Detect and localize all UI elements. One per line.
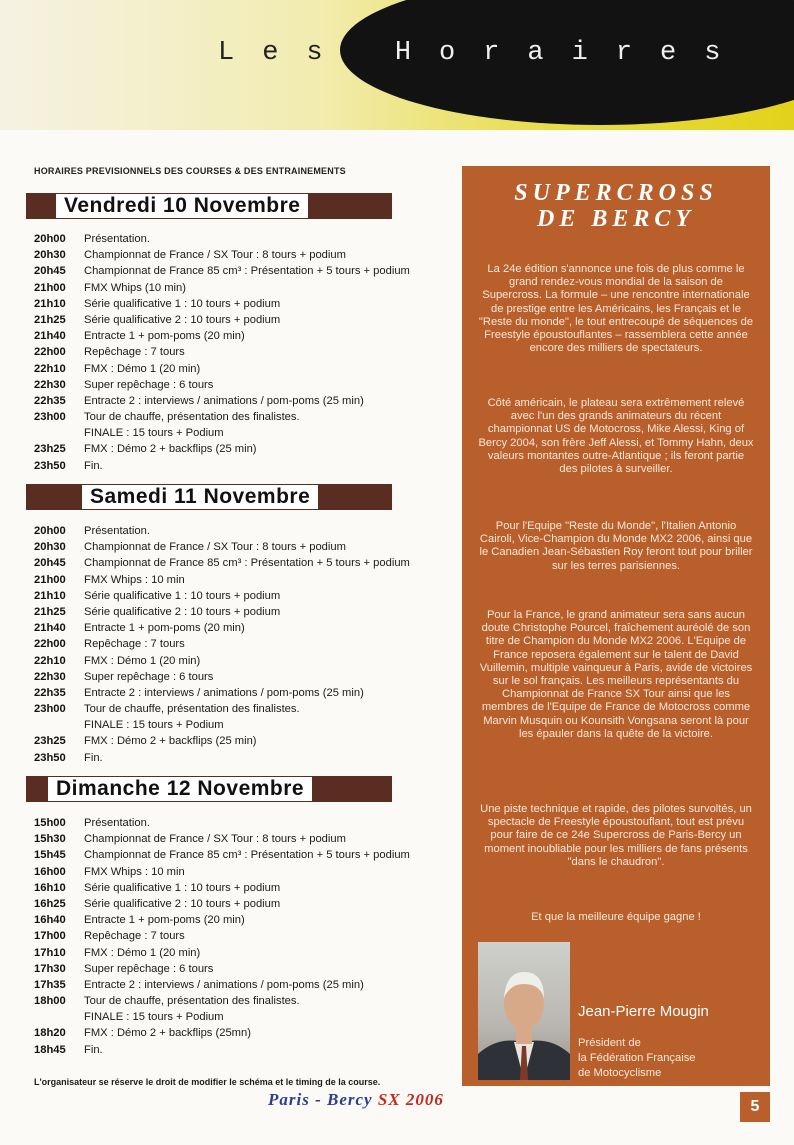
schedule-event: Championnat de France / SX Tour : 8 tours + podium (84, 249, 346, 262)
schedule-event: Entracte 2 : interviews / animations / pom-poms (25 min) (84, 686, 364, 699)
schedule-time: 17h00 (34, 930, 66, 943)
schedule-row (34, 864, 444, 880)
schedule-event: Repêchage : 7 tours (84, 346, 185, 359)
schedule-event: Série qualificative 2 : 10 tours + podium (84, 605, 281, 618)
schedule-time: 20h45 (34, 557, 66, 570)
schedule-time: 21h25 (34, 605, 66, 618)
schedule-time: 20h45 (34, 265, 66, 278)
schedule-time: 15h45 (34, 849, 66, 862)
schedule-row (34, 539, 444, 555)
schedule-subtitle: HORAIRES PREVISIONNELS DES COURSES & DES ENTRAINEMENTS (34, 166, 346, 176)
schedule-event: Championnat de France 85 cm³ : Présentation + 5 tours + podium (84, 265, 410, 278)
schedule-time: 20h30 (34, 249, 66, 262)
schedule-row (34, 555, 444, 571)
schedule-event: Super repêchage : 6 tours (84, 378, 214, 391)
schedule-event: FINALE : 15 tours + Podium (84, 427, 224, 440)
schedule-row (34, 977, 444, 993)
schedule-time: 16h25 (34, 897, 66, 910)
day-band-friday (26, 193, 392, 219)
schedule-event: FMX : Démo 1 (20 min) (84, 362, 201, 375)
schedule-event: Tour de chauffe, présentation des finalistes. (84, 995, 300, 1008)
schedule-time: 22h10 (34, 654, 66, 667)
header-title-left: Les (218, 38, 351, 68)
schedule-row (34, 393, 444, 409)
schedule-row (34, 458, 444, 474)
schedule-row (34, 912, 444, 928)
day-title: Vendredi 10 Novembre (56, 194, 308, 218)
schedule-row (34, 669, 444, 685)
schedule-row (34, 701, 444, 717)
signature-role-line: de Motocyclisme (578, 1067, 662, 1079)
sidebar-title-line1: SUPERCROSS (514, 180, 718, 206)
schedule-event: Série qualificative 2 : 10 tours + podium (84, 897, 281, 910)
schedule-event: Série qualificative 1 : 10 tours + podium (84, 297, 281, 310)
schedule-time: 23h25 (34, 443, 66, 456)
schedule-row (34, 733, 444, 749)
schedule-event: Championnat de France / SX Tour : 8 tours + podium (84, 541, 346, 554)
disclaimer: L'organisateur se réserve le droit de modifier le schéma et le timing de la course. (34, 1077, 381, 1087)
schedule-event: Fin. (84, 1043, 103, 1056)
footer-logo (268, 1090, 444, 1110)
schedule-row (34, 377, 444, 393)
schedule-event: Série qualificative 1 : 10 tours + podium (84, 881, 281, 894)
schedule-time: 20h00 (34, 525, 66, 537)
schedule-time: 17h10 (34, 946, 66, 959)
schedule-time: 22h30 (34, 670, 66, 683)
schedule-row (34, 750, 444, 766)
schedule-time: 18h00 (34, 995, 66, 1008)
schedule-time: 21h10 (34, 297, 66, 310)
schedule-row (34, 831, 444, 847)
schedule-event: Repêchage : 7 tours (84, 930, 185, 943)
day-title: Dimanche 12 Novembre (48, 777, 312, 801)
schedule-event: FMX : Démo 2 + backflips (25mn) (84, 1027, 251, 1040)
sidebar-paragraph: Et que la meilleure équipe gagne ! (531, 911, 701, 923)
schedule-event: FMX : Démo 1 (20 min) (84, 654, 201, 667)
schedule-time: 21h00 (34, 573, 66, 586)
day-band-saturday (26, 484, 392, 510)
schedule-row (34, 425, 444, 441)
schedule-time: 15h30 (34, 833, 66, 846)
schedule-row (34, 312, 444, 328)
schedule-time: 16h10 (34, 881, 66, 894)
schedule-event: Présentation. (84, 233, 150, 245)
schedule-row (34, 247, 444, 263)
schedule-row (34, 409, 444, 425)
schedule-row (34, 945, 444, 961)
schedule-time: 22h00 (34, 346, 66, 359)
schedule-event: Présentation. (84, 817, 150, 829)
schedule-row (34, 344, 444, 360)
day-band-sunday (26, 776, 392, 802)
schedule-time: 16h00 (34, 865, 66, 878)
schedule-time: 21h00 (34, 281, 66, 294)
sidebar-paragraph: Côté américain, le plateau sera extrêmement relevé avec l'un des grands animateurs du récent championnat US de Motocross, Mike Alessi, King of Bercy 2004, son frère Jeff Alessi, et Tommy Hahn, deux valeurs montantes outre-Atlantique ; ils feront partie des pilotes à surveiller. (478, 397, 754, 476)
schedule-time: 18h20 (34, 1027, 66, 1040)
schedule-time: 20h00 (34, 233, 66, 245)
schedule-row (34, 588, 444, 604)
schedule-event: Entracte 1 + pom-poms (20 min) (84, 622, 245, 635)
schedule-saturday (34, 523, 444, 766)
schedule-row (34, 604, 444, 620)
schedule-time: 20h30 (34, 541, 66, 554)
schedule-row (34, 815, 444, 831)
schedule-event: FMX : Démo 2 + backflips (25 min) (84, 735, 257, 748)
schedule-time: 22h30 (34, 378, 66, 391)
schedule-event: Tour de chauffe, présentation des finalistes. (84, 703, 300, 716)
schedule-time: 15h00 (34, 817, 66, 829)
schedule-time: 21h40 (34, 622, 66, 635)
schedule-row (34, 572, 444, 588)
schedule-event: Championnat de France / SX Tour : 8 tours + podium (84, 833, 346, 846)
schedule-event: Super repêchage : 6 tours (84, 962, 214, 975)
schedule-event: Série qualificative 2 : 10 tours + podium (84, 313, 281, 326)
schedule-time: 23h50 (34, 459, 66, 472)
schedule-row (34, 523, 444, 539)
schedule-time: 23h00 (34, 703, 66, 716)
schedule-event: FMX Whips (10 min) (84, 281, 186, 294)
schedule-time: 17h30 (34, 962, 66, 975)
schedule-row (34, 1025, 444, 1041)
portrait-photo (478, 942, 570, 1080)
schedule-time: 16h40 (34, 914, 66, 927)
schedule-time: 23h00 (34, 411, 66, 424)
schedule-row (34, 653, 444, 669)
schedule-row (34, 231, 444, 247)
schedule-row (34, 928, 444, 944)
schedule-event: Entracte 1 + pom-poms (20 min) (84, 914, 245, 927)
sidebar-paragraph: Pour l'Equipe "Reste du Monde", l'Italien Antonio Cairoli, Vice-Champion du Monde MX2 2006, ainsi que le Canadien Jean-Sébastien Roy feront tout pour briller sur les terres parisiennes. (479, 520, 753, 572)
schedule-event: Entracte 2 : interviews / animations / pom-poms (25 min) (84, 394, 364, 407)
schedule-row (34, 280, 444, 296)
schedule-event: Championnat de France 85 cm³ : Présentation + 5 tours + podium (84, 557, 410, 570)
schedule-event: Entracte 2 : interviews / animations / pom-poms (25 min) (84, 978, 364, 991)
schedule-event: FMX : Démo 2 + backflips (25 min) (84, 443, 257, 456)
schedule-friday (34, 231, 444, 474)
schedule-row (34, 620, 444, 636)
schedule-event: Série qualificative 1 : 10 tours + podium (84, 589, 281, 602)
schedule-time: 22h00 (34, 638, 66, 651)
schedule-row (34, 896, 444, 912)
schedule-row (34, 847, 444, 863)
schedule-time: 23h25 (34, 735, 66, 748)
schedule-event: FMX : Démo 1 (20 min) (84, 946, 201, 959)
schedule-event: FINALE : 15 tours + Podium (84, 1011, 224, 1024)
schedule-row (34, 880, 444, 896)
schedule-row (34, 328, 444, 344)
footer-sx: SX 2006 (377, 1090, 444, 1109)
schedule-row (34, 993, 444, 1009)
schedule-event: Présentation. (84, 525, 150, 537)
day-title: Samedi 11 Novembre (82, 485, 318, 509)
schedule-row (34, 441, 444, 457)
page-header (0, 0, 794, 130)
schedule-event: FMX Whips : 10 min (84, 865, 185, 878)
schedule-time: 21h25 (34, 313, 66, 326)
schedule-event: Entracte 1 + pom-poms (20 min) (84, 330, 245, 343)
schedule-row (34, 1009, 444, 1025)
schedule-time: 21h10 (34, 589, 66, 602)
schedule-time: 23h50 (34, 751, 66, 764)
schedule-row (34, 717, 444, 733)
schedule-event: Tour de chauffe, présentation des finalistes. (84, 411, 300, 424)
schedule-sunday (34, 815, 444, 1058)
signature-role (578, 1036, 696, 1081)
sidebar-paragraph: Une piste technique et rapide, des pilotes survoltés, un spectacle de Freestyle époustouflant, tout est prévu pour faire de ce 24e Supercross de Paris-Bercy un moment inoubliable pour les milliers de fans présents "dans le chaudron". (480, 803, 752, 868)
schedule-event: Repêchage : 7 tours (84, 638, 185, 651)
signature-role-line: Président de (578, 1037, 641, 1049)
sidebar-paragraph: La 24e édition s'annonce une fois de plus comme le grand rendez-vous mondial de la saison de Supercross. La formule – une rencontre internationale de prestige entre les Américains, les Français et le "Reste du monde", le tout entrecoupé de séquences de Freestyle époustouflantes – rassemblera cette année encore des milliers de spectateurs. (478, 263, 754, 355)
schedule-time: 22h35 (34, 686, 66, 699)
schedule-time: 21h40 (34, 330, 66, 343)
schedule-row (34, 685, 444, 701)
sidebar-title-line2: DE BERCY (536, 206, 696, 232)
sidebar-paragraph: Pour la France, le grand animateur sera sans aucun doute Christophe Pourcel, fraîchement auréolé de son titre de Champion du Monde MX2 2006. L'Equipe de France reposera également sur le talent de David Vuillemin, multiple vainqueur à Paris, avide de victoires sur le sol français. Les meilleurs représentants du Championnat de France SX Tour ainsi que les membres de l'Equipe de France de Motocross comme Marvin Musquin ou Kounsith Vongsana seront là pour les épauler dans la quête de la victoire. (479, 609, 753, 740)
schedule-event: Fin. (84, 459, 103, 472)
portrait-illustration (478, 942, 570, 1080)
schedule-row (34, 361, 444, 377)
footer-brand: Paris - Bercy (268, 1090, 373, 1109)
schedule-time: 22h35 (34, 394, 66, 407)
schedule-event: Super repêchage : 6 tours (84, 670, 214, 683)
page-number: 5 (740, 1092, 770, 1122)
schedule-event: Championnat de France 85 cm³ : Présentation + 5 tours + podium (84, 849, 410, 862)
schedule-time: 18h45 (34, 1043, 66, 1056)
header-title-right: Horaires (394, 38, 749, 68)
header-title (218, 38, 748, 68)
schedule-event: FINALE : 15 tours + Podium (84, 719, 224, 732)
schedule-row (34, 636, 444, 652)
schedule-row (34, 1042, 444, 1058)
schedule-row (34, 961, 444, 977)
schedule-row (34, 296, 444, 312)
signature-name: Jean-Pierre Mougin (578, 1003, 709, 1020)
schedule-event: Fin. (84, 751, 103, 764)
schedule-row (34, 263, 444, 279)
schedule-time: 22h10 (34, 362, 66, 375)
sidebar-article (462, 166, 770, 1086)
signature-role-line: la Fédération Française (578, 1052, 696, 1064)
schedule-event: FMX Whips : 10 min (84, 573, 185, 586)
schedule-time: 17h35 (34, 978, 66, 991)
